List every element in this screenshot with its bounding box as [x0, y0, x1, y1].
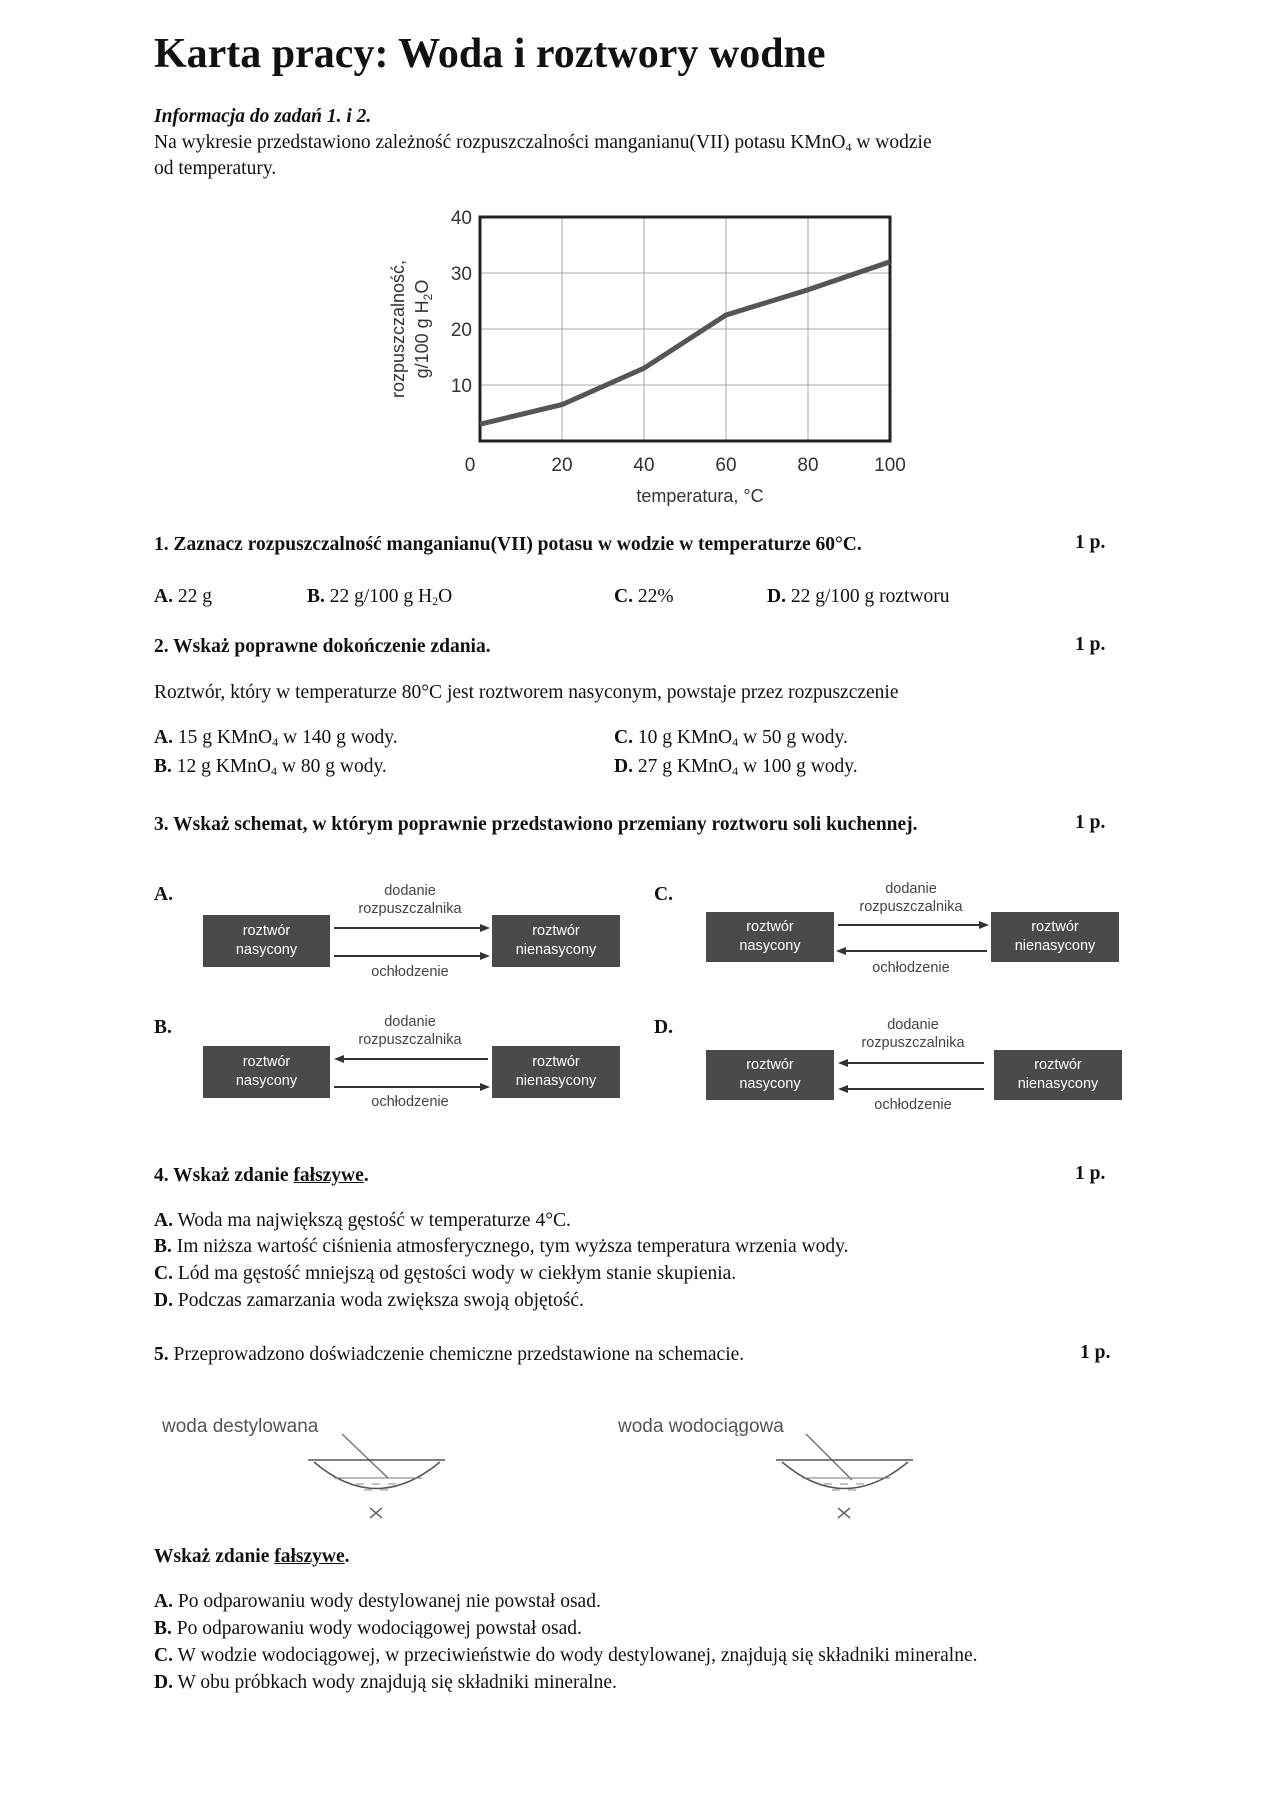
- scheme-a-bottom-arrowhead: [480, 952, 490, 960]
- y-tick-label: 30: [450, 264, 472, 285]
- evaporating-dish-distilled: [300, 1420, 460, 1520]
- scheme-b-top-arrowhead: [334, 1055, 344, 1063]
- q2-text: 2. Wskaż poprawne dokończenie zdania.: [154, 636, 491, 657]
- scheme-c-top-label: dodanie rozpuszczalnika: [859, 881, 963, 915]
- q1-option-d[interactable]: D. 22 g/100 g roztworu: [767, 586, 950, 607]
- scheme-c-box-saturated: roztwór nasycony: [706, 912, 834, 962]
- q4-option-c[interactable]: C. Lód ma gęstość mniejszą od gęstości wody w ciekłym stanie skupienia.: [154, 1263, 737, 1284]
- q4-option-a[interactable]: A. Woda ma największą gęstość w temperaturze 4°C.: [154, 1210, 571, 1231]
- page-title: Karta pracy: Woda i roztwory wodne: [154, 31, 826, 77]
- x-tick-label: 60: [715, 455, 737, 476]
- q4-text: 4. Wskaż zdanie fałszywe.: [154, 1165, 369, 1186]
- q4-option-d[interactable]: D. Podczas zamarzania woda zwiększa swoją objętość.: [154, 1290, 584, 1311]
- x-tick-label: 80: [797, 455, 819, 476]
- scheme-d-box-saturated: roztwór nasycony: [706, 1050, 834, 1100]
- label-distilled-water: woda destylowana: [162, 1416, 319, 1437]
- solubility-series-line: [480, 262, 890, 424]
- info-heading: Informacja do zadań 1. i 2.: [154, 106, 372, 127]
- q3-option-c-label[interactable]: C.: [654, 884, 673, 905]
- q2-option-a[interactable]: A. 15 g KMnO$_4$ w 140 g wody.: [154, 727, 398, 749]
- y-axis-label-line2: g/100 g $H_2O$: [412, 279, 435, 379]
- q5-option-b[interactable]: B. Po odparowaniu wody wodociągowej powstał osad.: [154, 1618, 582, 1639]
- q1-option-b[interactable]: B. 22 g/100 g $H_2O$: [307, 586, 453, 608]
- q2-option-d[interactable]: D. 27 g KMnO$_4$ w 100 g wody.: [614, 756, 858, 778]
- q5-option-a[interactable]: A. Po odparowaniu wody destylowanej nie powstał osad.: [154, 1591, 601, 1612]
- q5-option-d[interactable]: D. W obu próbkach wody znajdują się składniki mineralne.: [154, 1672, 617, 1693]
- q1-points: 1 p.: [1075, 532, 1106, 553]
- label-tap-water: woda wodociągowa: [618, 1416, 784, 1437]
- scheme-a-top-label: dodanie rozpuszczalnika: [358, 883, 462, 917]
- x-axis-label: temperatura, °C: [636, 486, 764, 506]
- scheme-c-bottom-arrowhead: [836, 947, 846, 955]
- q2-stem: Roztwór, który w temperaturze 80°C jest roztworem nasyconym, powstaje przez rozpuszczenie: [154, 682, 899, 703]
- q2-points: 1 p.: [1075, 634, 1106, 655]
- q5-text: 5. Przeprowadzono doświadczenie chemiczne przedstawione na schemacie.: [154, 1344, 745, 1365]
- burner-mark: [838, 1508, 850, 1518]
- scheme-a-box-unsaturated: roztwór nienasycony: [492, 915, 620, 967]
- scheme-c-top-arrowhead: [979, 921, 989, 929]
- scheme-d-box-unsaturated: roztwór nienasycony: [994, 1050, 1122, 1100]
- q5-points: 1 p.: [1080, 1342, 1111, 1363]
- scheme-b-box-unsaturated: roztwór nienasycony: [492, 1046, 620, 1098]
- scheme-b-bottom-arrowhead: [480, 1083, 490, 1091]
- scheme-a-box-saturated: roztwór nasycony: [203, 915, 330, 967]
- info-line-2: od temperatury.: [154, 158, 277, 179]
- q3-option-a-label[interactable]: A.: [154, 884, 173, 905]
- y-axis-label: [388, 260, 435, 398]
- x-tick-label: 0: [464, 455, 476, 476]
- y-tick-label: 40: [450, 208, 472, 229]
- solubility-chart: [370, 205, 930, 515]
- q3-text: 3. Wskaż schemat, w którym poprawnie przedstawiono przemiany roztworu soli kuchennej.: [154, 814, 918, 835]
- q3-option-d-label[interactable]: D.: [654, 1017, 673, 1038]
- q2-option-b[interactable]: B. 12 g KMnO$_4$ w 80 g wody.: [154, 756, 387, 778]
- burner-mark: [370, 1508, 382, 1518]
- info-line-1: Na wykresie przedstawiono zależność rozpuszczalności manganianu(VII) potasu KMnO$_4$ w wodzie: [154, 132, 932, 154]
- scheme-b-bottom-label: ochłodzenie: [371, 1094, 449, 1110]
- scheme-d-bottom-label: ochłodzenie: [874, 1097, 952, 1113]
- pointer-line: [342, 1434, 388, 1478]
- scheme-b-arrows: [330, 1049, 492, 1097]
- q1-option-c[interactable]: C. 22%: [614, 586, 674, 607]
- scheme-a-top-arrowhead: [480, 924, 490, 932]
- scheme-c-box-unsaturated: roztwór nienasycony: [991, 912, 1119, 962]
- evaporating-dish-tap: [768, 1420, 928, 1520]
- scheme-d-bottom-arrowhead: [838, 1085, 848, 1093]
- q1-option-a[interactable]: A. 22 g: [154, 586, 212, 607]
- q1-text: 1. Zaznacz rozpuszczalność manganianu(VII) potasu w wodzie w temperaturze 60°C.: [154, 534, 862, 555]
- scheme-c-bottom-label: ochłodzenie: [872, 960, 950, 976]
- scheme-b-top-label: dodanie rozpuszczalnika: [358, 1014, 462, 1048]
- q3-points: 1 p.: [1075, 812, 1106, 833]
- dish-body: [314, 1462, 440, 1489]
- q5-option-c[interactable]: C. W wodzie wodociągowej, w przeciwieństwie do wody destylowanej, znajdują się składniki mineralne.: [154, 1645, 978, 1666]
- scheme-d-top-arrowhead: [838, 1059, 848, 1067]
- y-axis-label-line1: rozpuszczalność,: [388, 259, 408, 399]
- scheme-d-top-label: dodanie rozpuszczalnika: [861, 1017, 965, 1051]
- scheme-a-bottom-label: ochłodzenie: [371, 964, 449, 980]
- x-tick-label: 40: [633, 455, 655, 476]
- y-tick-label: 10: [450, 376, 472, 397]
- x-tick-label: 20: [551, 455, 573, 476]
- q4-points: 1 p.: [1075, 1163, 1106, 1184]
- x-tick-label: 100: [874, 455, 906, 476]
- scheme-a-arrows: [330, 918, 492, 966]
- scheme-d-arrows: [834, 1053, 994, 1101]
- scheme-b-box-saturated: roztwór nasycony: [203, 1046, 330, 1098]
- dish-body: [782, 1462, 908, 1489]
- scheme-c-arrows: [834, 915, 991, 963]
- y-tick-label: 20: [450, 320, 472, 341]
- q5-subquestion: Wskaż zdanie fałszywe.: [154, 1546, 350, 1567]
- pointer-line: [806, 1434, 852, 1480]
- q3-option-b-label[interactable]: B.: [154, 1017, 172, 1038]
- q4-option-b[interactable]: B. Im niższa wartość ciśnienia atmosferycznego, tym wyższa temperatura wrzenia wody.: [154, 1236, 849, 1257]
- q2-option-c[interactable]: C. 10 g KMnO$_4$ w 50 g wody.: [614, 727, 848, 749]
